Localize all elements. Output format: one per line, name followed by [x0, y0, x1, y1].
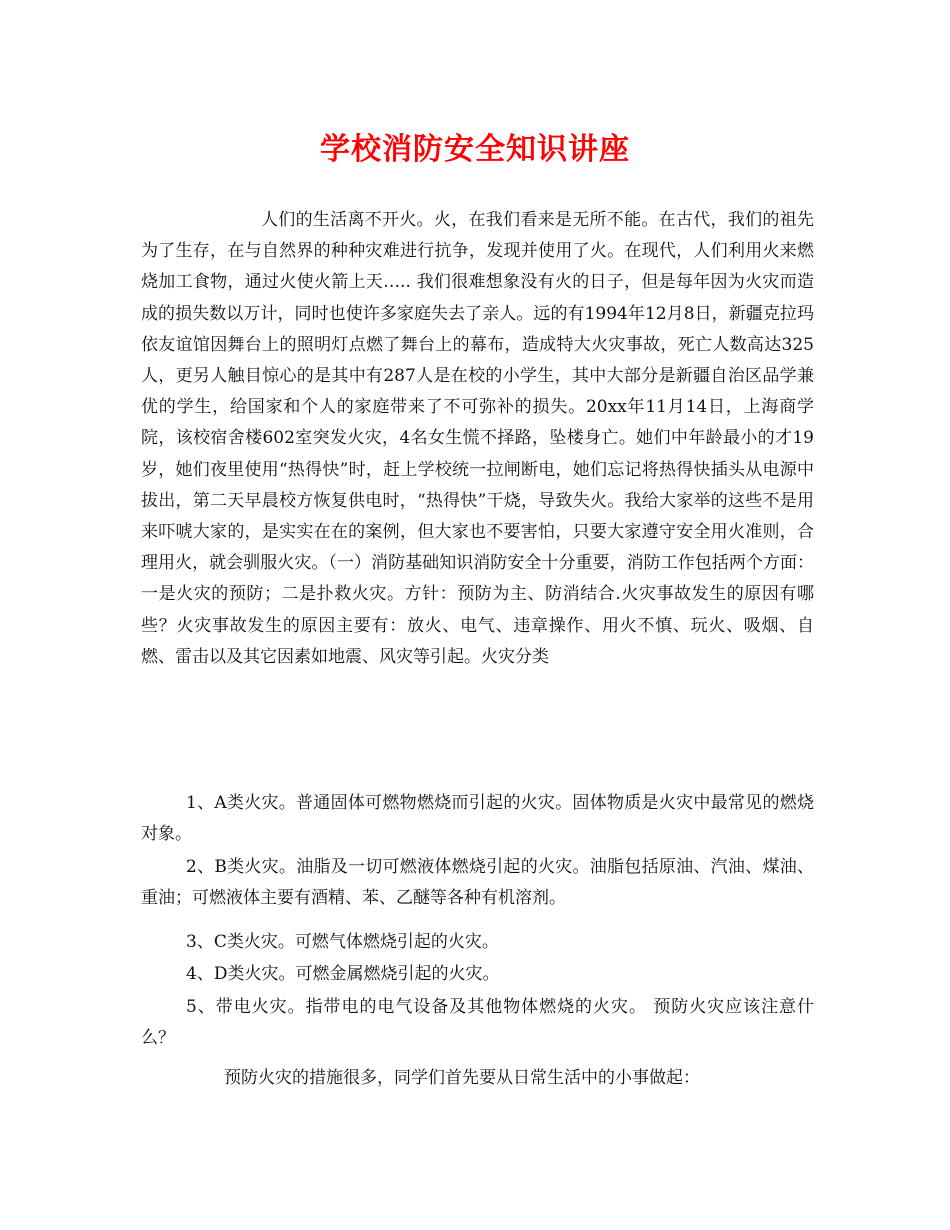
- fire-class-b-paragraph: 2、B类火灾。油脂及一切可燃液体燃烧引起的火灾。油脂包括原油、汽油、煤油、重油；可燃液体主要有酒精、苯、乙醚等各种有机溶剂。: [141, 857, 814, 909]
- fire-class-c-paragraph: 3、C类火灾。可燃气体燃烧引起的火灾。: [186, 932, 499, 952]
- document-title: 学校消防安全知识讲座: [320, 132, 630, 167]
- intro-paragraph: 人们的生活离不开火。火，在我们看来是无所不能。在古代，我们的祖先为了生存，在与自然界的种种灾难进行抗争，发现并使用了火。在现代，人们利用火来燃烧加工食物，通过火使火箭上天….. 我们很难想象没有火的日子，但是每年因为火灾而造成的损失数以万计，同时也使许多家庭失去了亲人。远的有1994年12月8日，新疆克拉玛依友谊馆因舞台上的照明灯点燃了舞台上的幕布，造成特大火灾事故，死亡人数高达325人，更另人触目惊心的是其中有287人是在校的小学生，其中大部分是新疆自治区品学兼优的学生，给国家和个人的家庭带来了不可弥补的损失。20xx年11月14日，上海商学院，该校宿舍楼602室突发火灾，4名女生慌不择路，坠楼身亡。她们中年龄最小的才19岁，她们夜里使用“热得快”时，赶上学校统一拉闸断电，她们忘记将热得快插头从电源中拔出，第二天早晨校方恢复供电时，“热得快”干烧，导致失火。我给大家举的这些不是用来吓唬大家的，是实实在在的案例，但大家也不要害怕，只要大家遵守安全用火准则，合理用火，就会驯服火灾。（一）消防基础知识消防安全十分重要，消防工作包括两个方面：一是火灾的预防；二是扑救火灾。方针：预防为主、防消结合.火灾事故发生的原因有哪些？火灾事故发生的原因主要有：放火、电气、违章操作、用火不慎、玩火、吸烟、自燃、雷击以及其它因素如地震、风灾等引起。火灾分类: [141, 210, 814, 667]
- fire-class-a-paragraph: 1、A类火灾。普通固体可燃物燃烧而引起的火灾。固体物质是火灾中最常见的燃烧对象。: [141, 793, 814, 845]
- fire-class-electrical-paragraph: 5、带电火灾。指带电的电气设备及其他物体燃烧的火灾。 预防火灾应该注意什么？: [141, 997, 814, 1049]
- fire-class-d-paragraph: 4、D类火灾。可燃金属燃烧引起的火灾。: [186, 964, 500, 984]
- prevention-paragraph: 预防火灾的措施很多，同学们首先要从日常生活中的小事做起：: [224, 1068, 700, 1088]
